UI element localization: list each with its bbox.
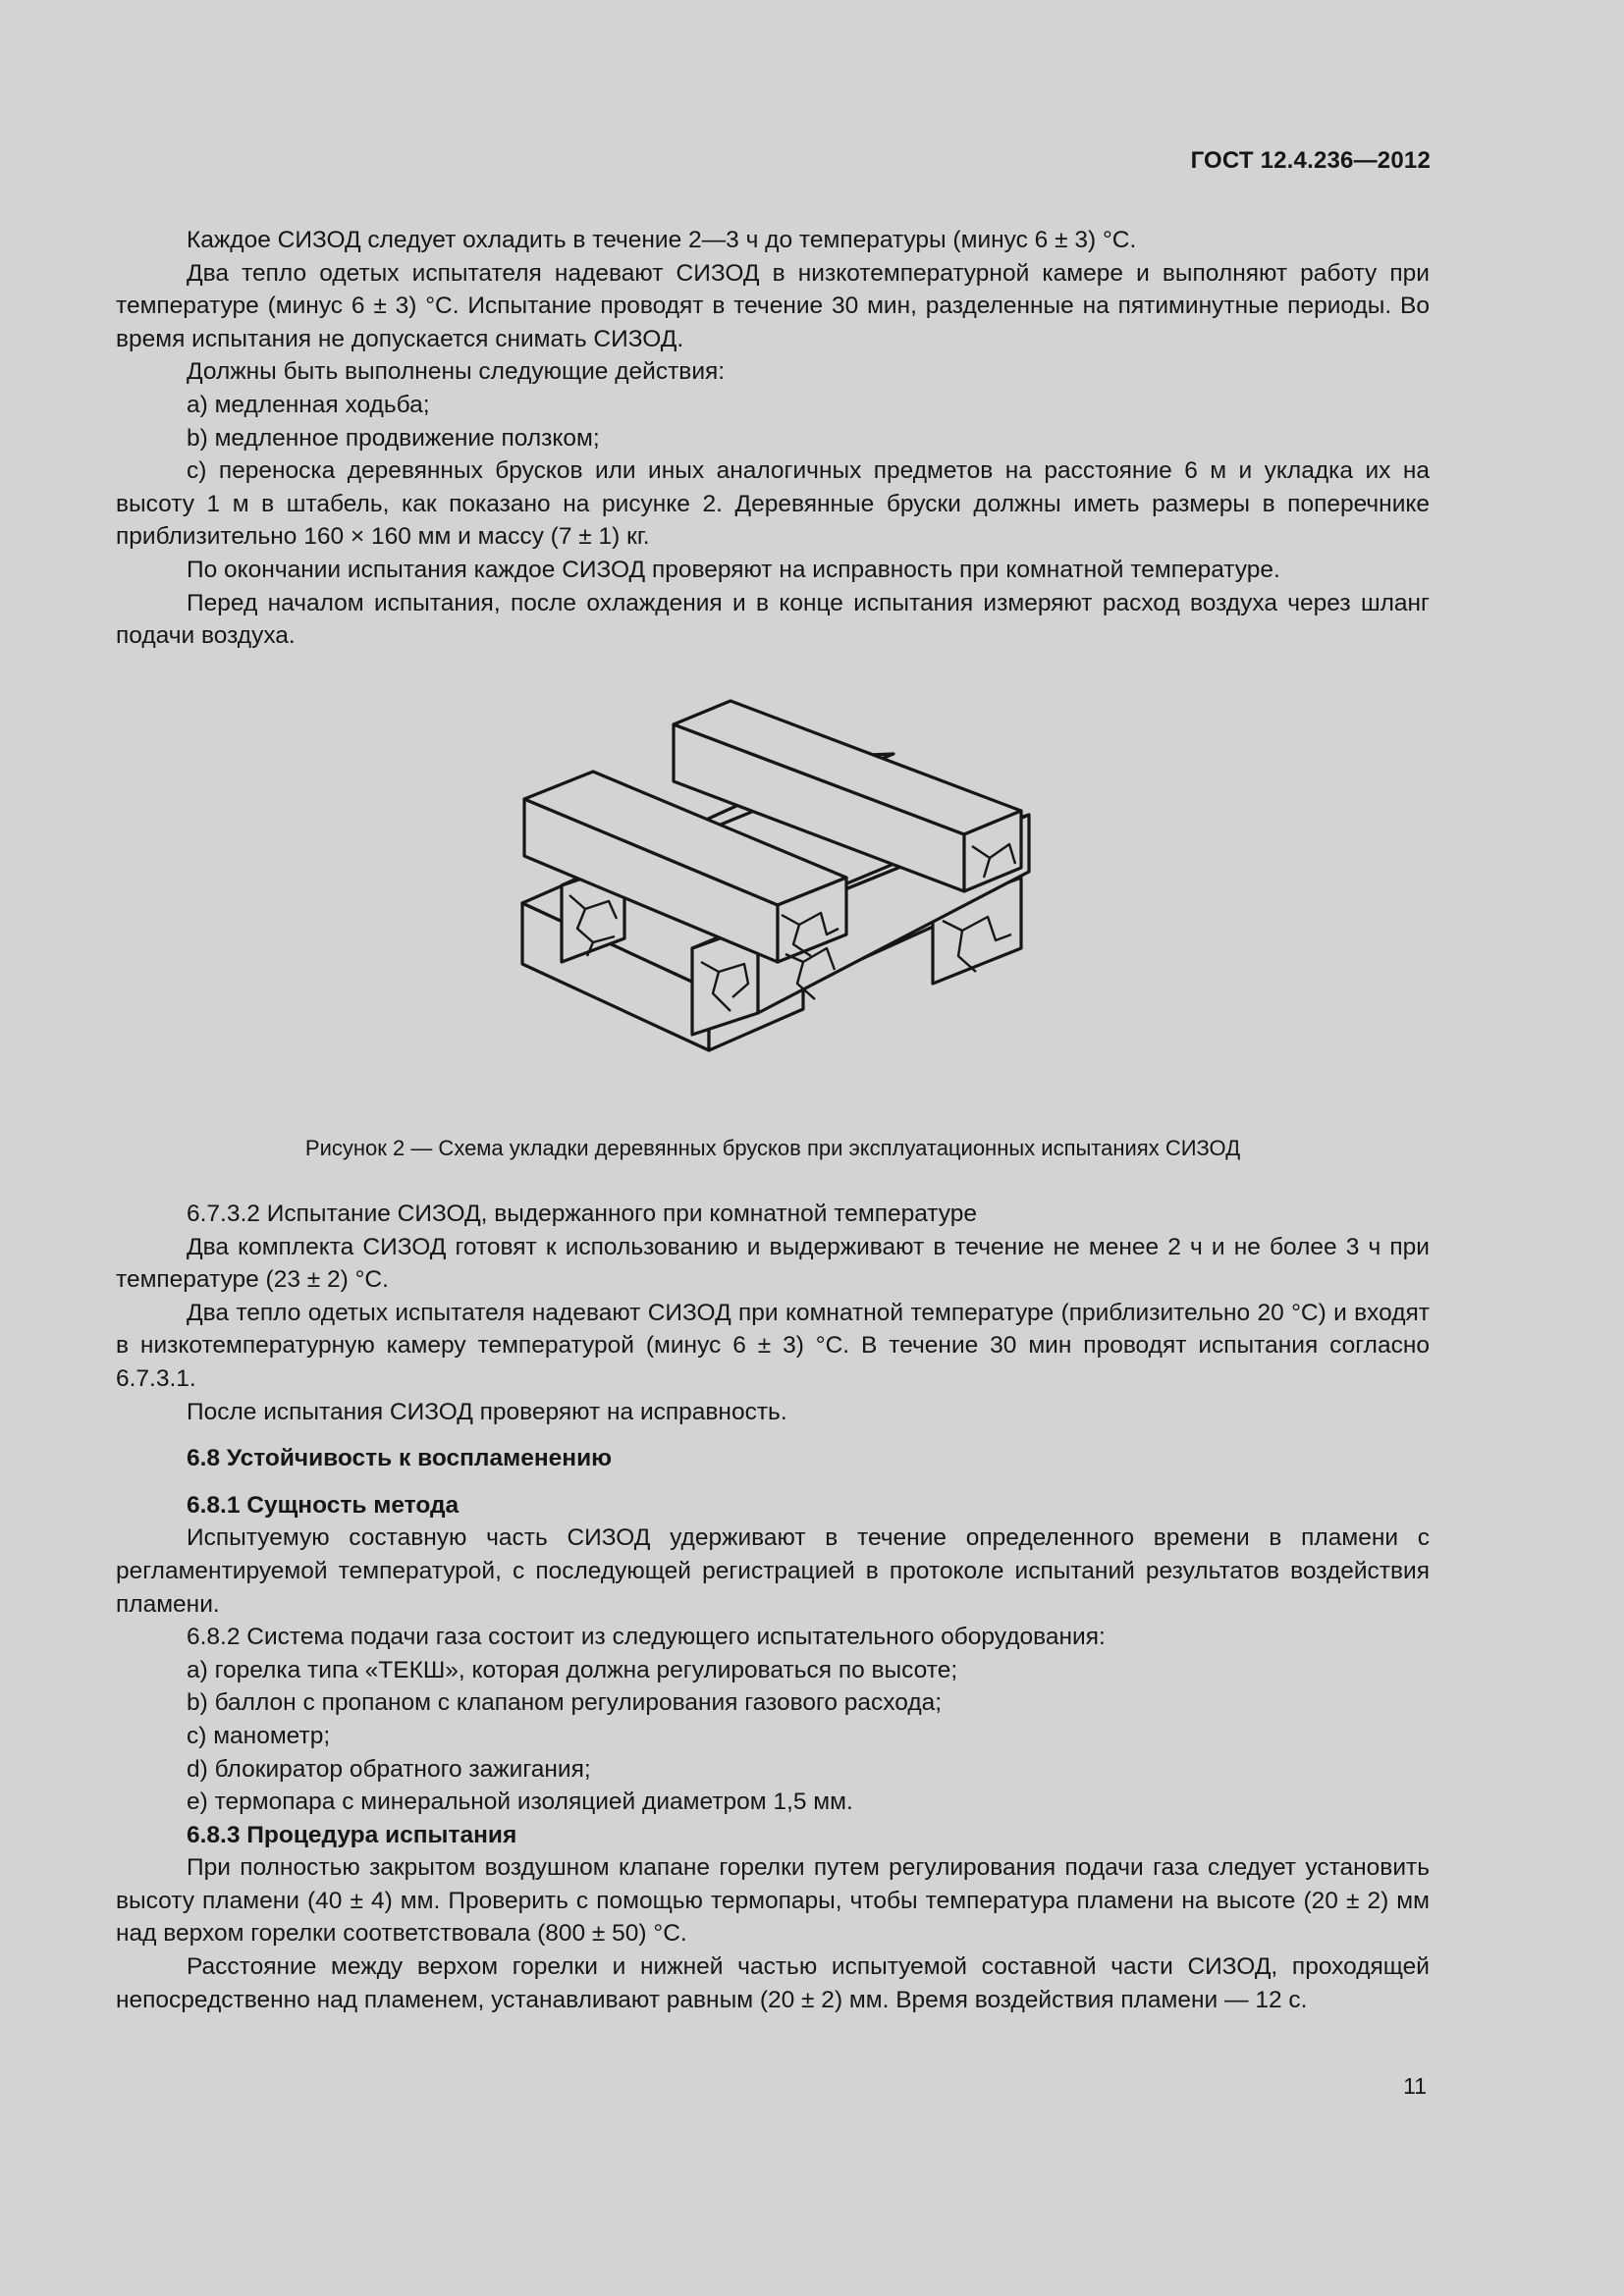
list-item: b) баллон с пропаном с клапаном регулирования газового расхода; [187, 1689, 943, 1717]
wooden-beams-figure [491, 677, 1060, 1119]
paragraph: При полностью закрытом воздушном клапане горелки путем регулирования подачи газа следует установить высоту пламени (40 ± 4) мм. Проверить с помощью термопары, чтобы температура пламени на высоте (20 ± 2) мм над верхом горелки соответствовала (800 ± 50) °С. [116, 1854, 1430, 1948]
paragraph: Перед началом испытания, после охлаждения и в конце испытания измеряют расход воздуха через шланг подачи воздуха. [116, 589, 1430, 650]
paragraph: Должны быть выполнены следующие действия: [187, 358, 726, 386]
top-text-block [116, 224, 1430, 653]
wooden-beams-stack-icon [491, 677, 1060, 1119]
document-code-header: ГОСТ 12.4.236—2012 [1190, 147, 1431, 174]
list-item: d) блокиратор обратного зажигания; [187, 1755, 591, 1783]
lower-text-block [116, 1198, 1430, 2016]
list-item: a) горелка типа «ТЕКШ», которая должна регулироваться по высоте; [187, 1656, 958, 1683]
section-heading: 6.7.3.2 Испытание СИЗОД, выдержанного при комнатной температуре [187, 1201, 978, 1227]
section-heading: 6.8 Устойчивость к воспламенению [187, 1445, 613, 1472]
list-item: a) медленная ходьба; [187, 391, 430, 418]
paragraph: Каждое СИЗОД следует охладить в течение 2—3 ч до температуры (минус 6 ± 3) °С. [187, 227, 1137, 253]
subsection-heading: 6.8.1 Сущность метода [187, 1491, 460, 1519]
paragraph: По окончании испытания каждое СИЗОД проверяют на исправность при комнатной температуре. [187, 556, 1280, 583]
list-item: b) медленное продвижение ползком; [187, 424, 600, 452]
paragraph: 6.8.2 Система подачи газа состоит из следующего испытательного оборудования: [187, 1624, 1106, 1651]
list-item: c) переноска деревянных брусков или иных аналогичных предметов на расстояние 6 м и укладка их на высоту 1 м в штабель, как показано на рисунке 2. Деревянные бруски должны иметь размеры в поперечнике приблизительно 160 × 160 мм и массу (7 ± 1) кг. [116, 457, 1430, 551]
subsection-heading: 6.8.3 Процедура испытания [187, 1821, 517, 1848]
paragraph: Два тепло одетых испытателя надевают СИЗОД в низкотемпературной камере и выполняют работу при температуре (минус 6 ± 3) °С. Испытание проводят в течение 30 мин, разделенные на пятиминутные периоды. Во время испытания не допускается снимать СИЗОД. [116, 259, 1430, 352]
page-number: 11 [1403, 2073, 1427, 2099]
list-item: c) манометр; [187, 1722, 331, 1749]
paragraph: Два тепло одетых испытателя надевают СИЗОД при комнатной температуре (приблизительно 20 °С) и входят в низкотемпературную камеру температурой (минус 6 ± 3) °С. В течение 30 мин проводят испытания согласно 6.7.3.1. [116, 1299, 1430, 1392]
paragraph: Расстояние между верхом горелки и нижней частью испытуемой составной части СИЗОД, проходящей непосредственно над пламенем, устанавливают равным (20 ± 2) мм. Время воздействия пламени — 12 с. [116, 1953, 1430, 2013]
paragraph: Два комплекта СИЗОД готовят к использованию и выдерживают в течение не менее 2 ч и не более 3 ч при температуре (23 ± 2) °С. [116, 1233, 1430, 1294]
paragraph: Испытуемую составную часть СИЗОД удерживают в течение определенного времени в пламени с регламентируемой температурой, с последующей регистрацией в протоколе испытаний результатов воздействия пламени. [116, 1524, 1430, 1618]
list-item: e) термопара с минеральной изоляцией диаметром 1,5 мм. [187, 1789, 853, 1816]
paragraph: После испытания СИЗОД проверяют на исправность. [187, 1398, 787, 1425]
figure-caption: Рисунок 2 — Схема укладки деревянных брусков при эксплуатационных испытаниях СИЗОД [304, 1136, 1241, 1160]
